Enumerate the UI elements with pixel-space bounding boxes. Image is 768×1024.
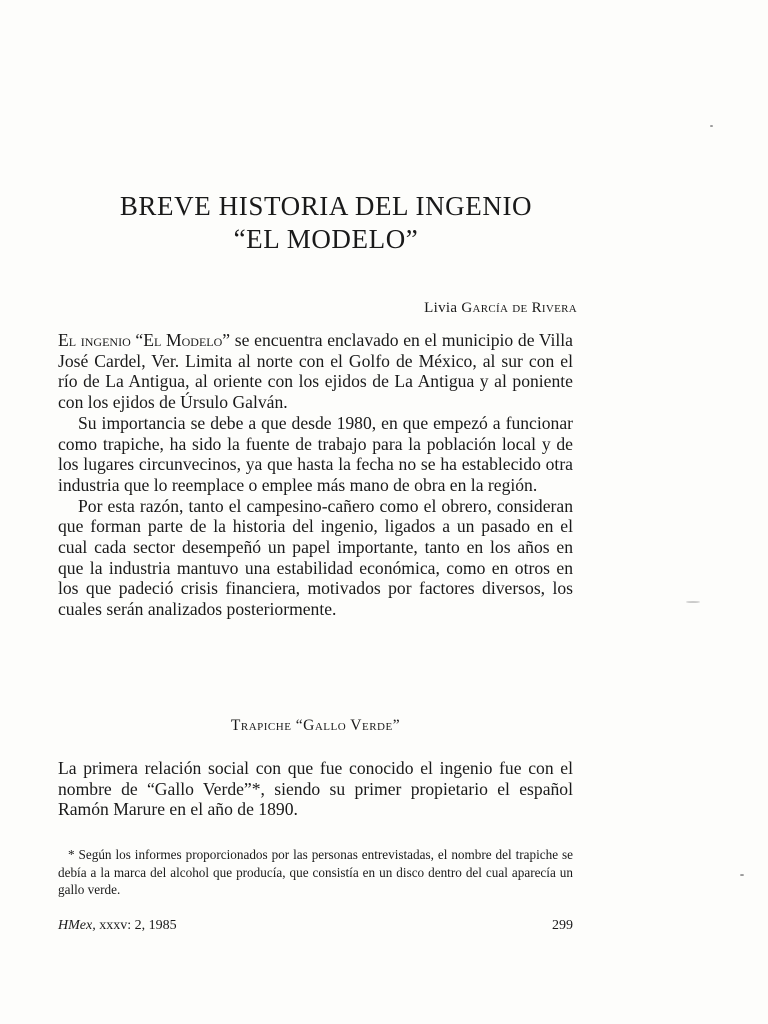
trapiche-section (58, 758, 573, 820)
article-page (58, 0, 577, 1024)
paragraph-4: La primera relación social con que fue conocido el ingenio fue con el nombre de “Gallo Verde”*, siendo su primer propietario el español Ramón Marure en el año de 1890. (58, 758, 573, 820)
title-line-1: BREVE HISTORIA DEL INGENIO (119, 191, 533, 221)
intro-section (58, 330, 573, 620)
author-given-name: Livia (424, 300, 458, 316)
paragraph-2: Su importancia se debe a que desde 1980, en que empezó a funcionar como trapiche, ha sido la fuente de trabajo para la población local y de los lugares circunvecinos, ya que hasta la fecha no se ha establecido otra industria que lo reemplace o emplee más mano de obra en la región. (58, 412, 573, 495)
section-heading: Trapiche “Gallo Verde” (230, 717, 401, 734)
title-line-2: “EL MODELO” (233, 224, 419, 254)
author-surname: García de Rivera (461, 300, 577, 316)
footnote-text: * Según los informes proporcionados por las personas entrevistadas, el nombre del trapiche se debía a la marca del alcohol que producía, que consistía en un disco dentro del cual aparecía un gallo verde. (58, 847, 573, 897)
footnote (58, 846, 573, 899)
paragraph-1-text: se encuentra enclavado en el municipio de Villa José Cardel, Ver. Limita al norte con el Golfo de México, al sur con el río de La Antigua, al oriente con los ejidos de La Antigua y al poniente con los ejidos de Úrsulo Galván. (58, 330, 573, 413)
scan-speck (710, 125, 713, 127)
journal-volume: xxxv: 2, 1985 (95, 918, 177, 933)
article-title (58, 190, 594, 256)
paragraph-lead-in: El ingenio “El Modelo” (58, 330, 231, 350)
page-number: 299 (552, 918, 573, 933)
journal-citation (58, 918, 177, 934)
author-byline (424, 300, 577, 317)
scan-speck (686, 601, 700, 603)
journal-abbrev: HMex, (58, 918, 96, 933)
paragraph-3: Por esta razón, tanto el campesino-cañero como el obrero, consideran que forman parte de la historia del ingenio, ligados a un pasado en el cual cada sector desempeñó un papel importante, tanto en los años en que la industria mantuvo una estabilidad económica, como en otros en los que padeció crisis financiera, motivados por factores diversos, los cuales serán analizados posteriormente. (58, 495, 573, 620)
paragraph-1 (58, 330, 573, 413)
scan-speck (740, 874, 744, 876)
